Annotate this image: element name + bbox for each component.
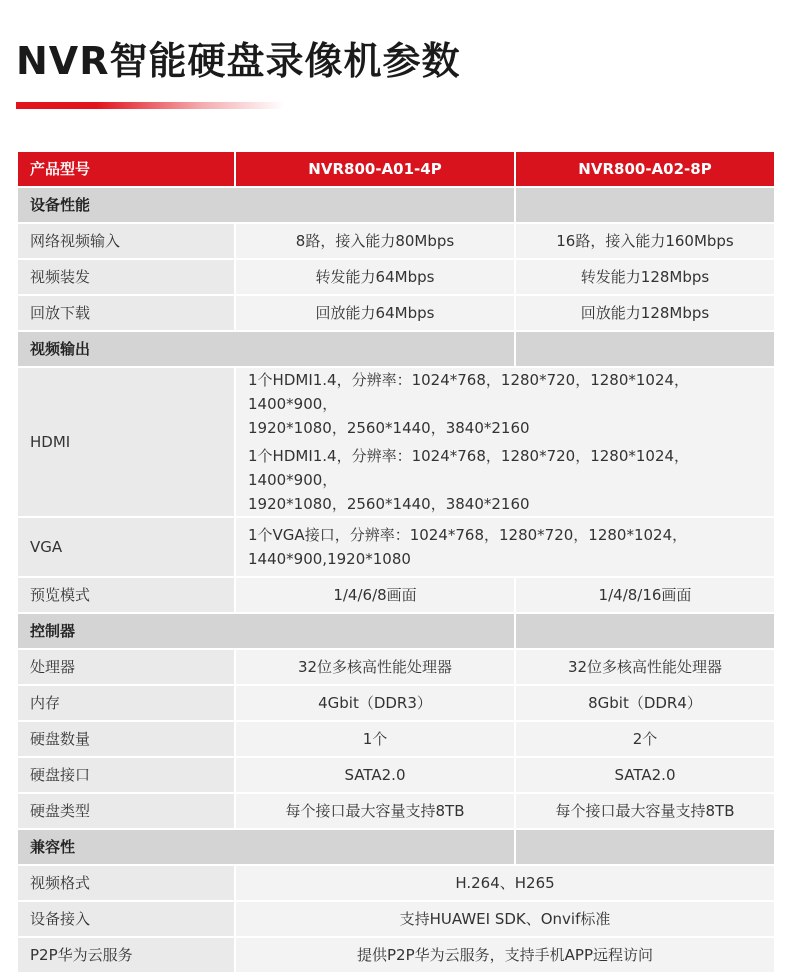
row-label: P2P华为云服务 <box>18 938 234 972</box>
value-model-a: SATA2.0 <box>236 758 514 792</box>
value-shared: H.264、H265 <box>236 866 774 900</box>
table-row <box>18 686 774 720</box>
title-underline-bar <box>16 102 284 109</box>
value-model-a: 32位多核高性能处理器 <box>236 650 514 684</box>
value-model-b: SATA2.0 <box>516 758 774 792</box>
row-label: HDMI <box>18 368 234 516</box>
table-row <box>18 224 774 258</box>
section-row-device <box>18 188 774 222</box>
value-model-a: 4Gbit（DDR3） <box>236 686 514 720</box>
vga-line: 1440*900,1920*1080 <box>248 550 411 568</box>
value-model-a: 1/4/6/8画面 <box>236 578 514 612</box>
value-model-b: 8Gbit（DDR4） <box>516 686 774 720</box>
section-empty-cell <box>516 332 774 366</box>
hdmi-line: 1920*1080，2560*1440，3840*2160 <box>248 419 530 437</box>
row-label: 硬盘数量 <box>18 722 234 756</box>
row-label: VGA <box>18 518 234 576</box>
table-row <box>18 260 774 294</box>
section-empty-cell <box>516 614 774 648</box>
section-title: 控制器 <box>18 614 514 648</box>
value-model-a: 1个 <box>236 722 514 756</box>
table-header-row <box>18 152 774 186</box>
value-model-b: 转发能力128Mbps <box>516 260 774 294</box>
hdmi-line: 1个HDMI1.4，分辨率：1024*768，1280*720，1280*1024，1400*900， <box>248 447 690 489</box>
table-row <box>18 758 774 792</box>
header-model-b: NVR800-A02-8P <box>516 152 774 186</box>
value-model-a: 每个接口最大容量支持8TB <box>236 794 514 828</box>
hdmi-line: 1个HDMI1.4，分辨率：1024*768，1280*720，1280*1024，1400*900， <box>248 371 690 413</box>
section-empty-cell <box>516 188 774 222</box>
row-label: 回放下载 <box>18 296 234 330</box>
table-row <box>18 902 774 936</box>
row-label: 预览模式 <box>18 578 234 612</box>
value-model-b: 32位多核高性能处理器 <box>516 650 774 684</box>
vga-value <box>236 518 774 576</box>
table-row <box>18 722 774 756</box>
value-shared: 支持HUAWEI SDK、Onvif标准 <box>236 902 774 936</box>
hdmi-line: 1920*1080，2560*1440，3840*2160 <box>248 495 530 513</box>
hdmi-value <box>236 368 774 516</box>
vga-line: 1个VGA接口，分辨率：1024*768，1280*720，1280*1024， <box>248 526 688 544</box>
header-label: 产品型号 <box>18 152 234 186</box>
section-title: 设备性能 <box>18 188 514 222</box>
value-model-b: 每个接口最大容量支持8TB <box>516 794 774 828</box>
row-label: 内存 <box>18 686 234 720</box>
table-row <box>18 866 774 900</box>
row-label: 视频格式 <box>18 866 234 900</box>
value-model-b: 2个 <box>516 722 774 756</box>
table-row-vga <box>18 518 774 576</box>
header-model-a: NVR800-A01-4P <box>236 152 514 186</box>
section-title: 视频输出 <box>18 332 514 366</box>
row-label: 视频装发 <box>18 260 234 294</box>
table-row-hdmi <box>18 368 774 516</box>
row-label: 设备接入 <box>18 902 234 936</box>
row-label: 处理器 <box>18 650 234 684</box>
spec-table <box>16 150 776 974</box>
section-row-controller <box>18 614 774 648</box>
row-label: 硬盘类型 <box>18 794 234 828</box>
value-model-a: 转发能力64Mbps <box>236 260 514 294</box>
value-model-a: 8路，接入能力80Mbps <box>236 224 514 258</box>
value-model-b: 16路，接入能力160Mbps <box>516 224 774 258</box>
table-row <box>18 794 774 828</box>
section-row-compatibility <box>18 830 774 864</box>
page-title: NVR智能硬盘录像机参数 <box>16 39 461 83</box>
value-model-b: 1/4/8/16画面 <box>516 578 774 612</box>
value-model-a: 回放能力64Mbps <box>236 296 514 330</box>
table-row <box>18 650 774 684</box>
table-row <box>18 938 774 972</box>
table-row <box>18 296 774 330</box>
row-label: 网络视频输入 <box>18 224 234 258</box>
value-shared: 提供P2P华为云服务，支持手机APP远程访问 <box>236 938 774 972</box>
row-label: 硬盘接口 <box>18 758 234 792</box>
section-empty-cell <box>516 830 774 864</box>
value-model-b: 回放能力128Mbps <box>516 296 774 330</box>
section-row-video-output <box>18 332 774 366</box>
table-row <box>18 578 774 612</box>
section-title: 兼容性 <box>18 830 514 864</box>
